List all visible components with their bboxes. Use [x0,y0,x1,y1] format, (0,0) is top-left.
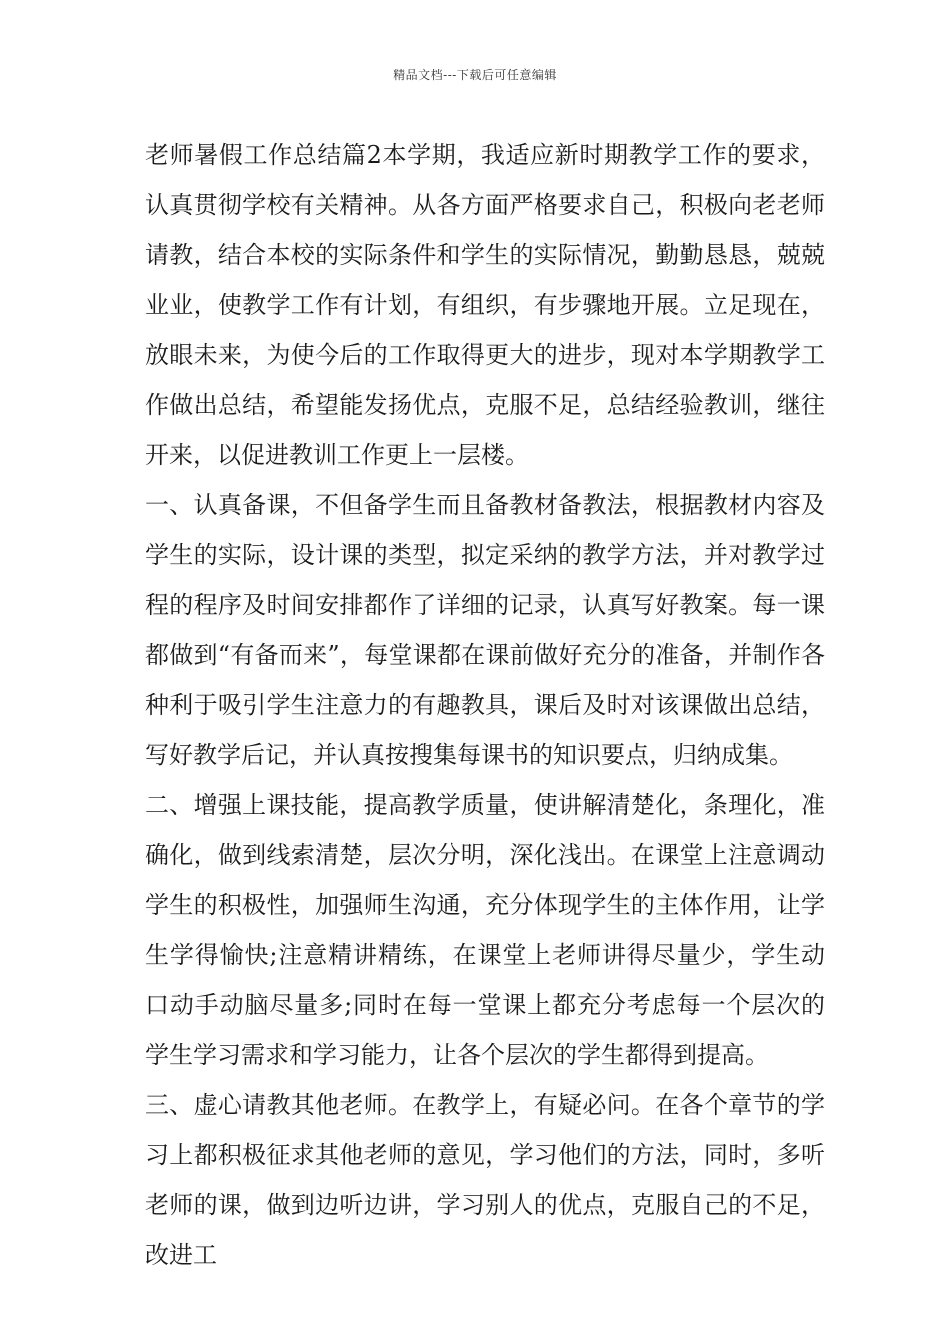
paragraph-section-3: 三、虚心请教其他老师。在教学上，有疑必问。在各个章节的学习上都积极征求其他老师的意见，学习他们的方法，同时，多听老师的课，做到边听边讲，学习别人的优点，克服自己的不足，改进工 [145,1091,825,1269]
paragraph-section-2: 二、增强上课技能，提高教学质量，使讲解清楚化，条理化，准确化，做到线索清楚，层次分明，深化浅出。在课堂上注意调动学生的积极性，加强师生沟通，充分体现学生的主体作用，让学生学得愉快;注意精讲精练，在课堂上老师讲得尽量少，学生动口动手动脑尽量多;同时在每一堂课上都充分考虑每一个层次的学生学习需求和学习能力，让各个层次的学生都得到提高。 [145,791,825,1069]
document-body [145,130,825,1280]
paragraph-section-1: 一、认真备课，不但备学生而且备教材备教法，根据教材内容及学生的实际，设计课的类型，拟定采纳的教学方法，并对教学过程的程序及时间安排都作了详细的记录，认真写好教案。每一课都做到“有备而来”，每堂课都在课前做好充分的准备，并制作各种利于吸引学生注意力的有趣教具，课后及时对该课做出总结，写好教学后记，并认真按搜集每课书的知识要点，归纳成集。 [145,491,825,769]
paragraph-intro: 老师暑假工作总结篇2本学期，我适应新时期教学工作的要求，认真贯彻学校有关精神。从各方面严格要求自己，积极向老老师请教，结合本校的实际条件和学生的实际情况，勤勤恳恳，兢兢业业，使教学工作有计划，有组织，有步骤地开展。立足现在，放眼未来，为使今后的工作取得更大的进步，现对本学期教学工作做出总结，希望能发扬优点，克服不足，总结经验教训，继往开来，以促进教训工作更上一层楼。 [145,141,825,469]
page-header: 精品文档---下载后可任意编辑 [393,68,557,82]
